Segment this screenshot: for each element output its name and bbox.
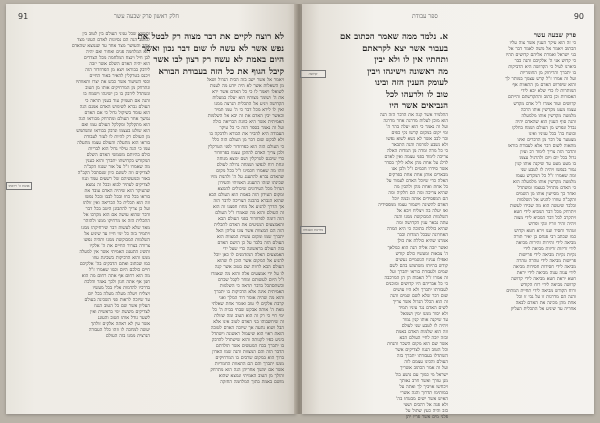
right-page [302, 4, 594, 420]
text-line: לידי ענוה ענוה מביאה לידי יראת [516, 270, 576, 276]
text-line: ויכחשו אויביך לך ואתה על [399, 384, 448, 390]
right-running-head: ספר עבודת [412, 13, 438, 20]
text-line: חיים כולכם היום וכמו שאמרו ז"ל [89, 267, 150, 273]
text-line: ובוטח בה' בכל עניניו ואינו [528, 131, 576, 137]
text-line: לידבק בבוראו ויצא מן הפרוזדור הזה [85, 68, 150, 74]
text-line: ויצליח ויעלה מעלה מעלה בכל יום [87, 292, 150, 298]
text-line: עתה נבאר ענין הקדושה ומה [396, 221, 448, 227]
text-line: ואחר כך מסייעין אותו מן השמים [516, 192, 576, 198]
text-line: צרורה בצרור החיים את ה' אלקיו [89, 243, 150, 249]
text-line: האיש אשר ישים מבטחו בה' [396, 396, 448, 402]
text-line: והאמצעים המגיעים את האדם לתכלית [214, 223, 284, 229]
text-line: ובר לבב אשר לא נשא לשוא נפשו [386, 136, 448, 142]
left-page-column-left [26, 32, 150, 404]
text-line: לצדיקים לעתיד לבוא ובכל זה נמצא [85, 183, 150, 189]
heading-line: ותחתיו אין לו ולא יבין [374, 55, 448, 65]
text-line: אך הדרך להגיע אל מחוז חפצנו זה הוא [212, 204, 284, 210]
text-line: והנה אם תעמיק עוד בענין תראה כי [84, 98, 150, 104]
text-line: ימי חיי כי רק זה הוא הטוב ומה שזולת [214, 313, 284, 319]
text-line: המותרות לו כדי שלא יבא לידי [521, 89, 576, 95]
text-line: בו יתברך בכח המעשים אשר תולדתם [215, 344, 284, 350]
text-line: וכל הטוב הגנוז לצדיקים אשר [395, 348, 448, 354]
text-line: והנה הם מדרגות זו על גבי זו וכל [516, 295, 576, 301]
text-line: האדם להשיגה וישמור עצמו ממפסידיה [378, 203, 448, 209]
text-line: מגן עזרך ואשר חרב גאותך [399, 378, 448, 384]
text-line: הבל ושוא נתעה אך שיזכה האדם לטובה [210, 325, 284, 331]
text-line: האסורות וכן כתוב והתקדשתם והייתם [508, 95, 576, 101]
right-page-heading-text [318, 32, 448, 113]
text-line: האלה כדי שיוכל האדם לעמוד על [386, 179, 448, 185]
text-line: ובלבד שיעשה הוא מה שבידו לעשות [509, 204, 576, 210]
text-line: ועל זה נאמר כי הוא יעלה בהר ה' [386, 124, 448, 130]
text-line: ישראל מי כמוך עם נושע בה' [394, 372, 448, 378]
text-line: כדי שיכנס לטרקלין ושם ימצא מנוחה [216, 156, 284, 162]
text-line: ודבר שהוא עושה אם הוא מקרבו אל [83, 213, 150, 219]
text-line: העולם הבא לרוות שם בטוב אשר קנה [214, 265, 284, 271]
text-line: ומקום העידון הזה באמת הוא העולם הבא [208, 192, 284, 198]
text-line: העולם והכינו עצמם לזה [404, 360, 448, 366]
text-line: בזה העולם בראשונה כדי שעל ידי [223, 247, 284, 253]
text-line: לשער גודל אותו הטוב והעונג [97, 316, 150, 322]
text-line: הוא מוכן לעלות מדרגה אחר מדרגה [383, 118, 448, 124]
text-line: ובזה יזכה לחיי העולם הבא [399, 336, 448, 342]
text-line: הם המפסידים אותה ובמה יוכל [392, 197, 448, 203]
heading-line: נפש אשר לא עשה לו שום דבר נכון ואשר [141, 43, 284, 54]
heading-line: בעבור אשר יצא לקראתם [362, 43, 448, 54]
text-line: ולא לבקש שום דבר מן העולם הזה כלל [212, 138, 284, 144]
text-line: לשים האדם נגד עיניו תמיד [398, 306, 448, 311]
text-line: ביגיע כפיו לקנותה והוא שישתדל להדבק [211, 338, 284, 344]
text-line: עד שיזכה לראות פני השכינה בעולם [84, 298, 150, 304]
text-line: לצדיקים מששת ימי בראשית ואין [90, 310, 150, 316]
heading-line: לא רוצה לקיים את דבר מצוה רק לבטל את [137, 32, 284, 42]
text-line: לבן חיל וינצח המלחמה מכל הצדדים [83, 56, 150, 62]
text-line: מה שאמרו ז"ל על אור שגנזו הקב"ה [84, 165, 150, 171]
text-line: הוא מתקלקל ומקלקל העולם עמו ואם [81, 122, 150, 128]
text-line: אחריה עד שיגיע אל התכלית העליון [510, 307, 576, 313]
text-line: ויאמר אל אשר ישב בזה הבית הגדול ושאל [206, 78, 284, 83]
text-line: שכינתו שזהו התענוג האמיתי והעידון [218, 180, 284, 186]
text-line: ואז יעלה בה ויצליח ויבא אל [396, 209, 448, 215]
text-line: הקדושה ויגיע אל התכלית הנרצה ממנו [214, 102, 284, 108]
heading-line: א. נלמד ממה שאמר הכתוב אם [340, 32, 448, 42]
text-line: לעבודתו יתברך ולא היו עושים [393, 287, 448, 293]
text-line: זה הוא הכלל הגדול אשר צריך [392, 299, 448, 305]
left-page-heading-text [137, 32, 284, 78]
text-line: הדבר הזה והם המצוות והנה שמו האדון [212, 350, 284, 356]
text-line: הוא עומד בשיקול גדול כי אם האדם [84, 110, 150, 116]
text-line: בוראו בכל כחו ובכל לבבו ובכל נפשו [84, 195, 150, 201]
text-line: נמשך אחר העולם ומתרחק מבוראו הנה [78, 116, 150, 122]
text-line: ואשר יזכה אליה הנה הוא כמלאך [387, 245, 448, 251]
right-page-column-right [454, 32, 576, 404]
text-line: עצמו מעט מקדשין אותו הרבה [520, 107, 576, 113]
text-line: ותשיג התענוג האמיתי אשר אין למעלה [79, 249, 150, 255]
text-line: ועל כן צריך להתבונן היטב בכל דבר [85, 207, 150, 213]
text-line: המקודש בקדושתו יתברך והוא כענין [85, 158, 150, 164]
text-line: הזה דומה לפרוזדור בפני העולם הבא [218, 217, 284, 223]
text-line: שהוא הנברא בהכנה הצריכה לדבר הזה [213, 198, 284, 204]
text-line: הוא שולט בעצמו ונדבק בבוראו ומשתמש [76, 128, 150, 134]
left-page-column-right [137, 32, 284, 404]
text-line: ולא יסור ממנו ימין ושמאל [400, 312, 448, 318]
text-line: פלגי מים אשר פריו יתן [406, 414, 448, 420]
text-line: לידי זריזות זריזות מביאה לידי [523, 246, 576, 252]
text-line: ולא פנה אל רהבים ושטי [403, 402, 448, 408]
text-line: אחת מהן מכינה את האדם לבאה [515, 301, 576, 307]
text-line: לדלג על אחת מהן אלא לילך בסדר [384, 160, 448, 166]
text-line: כמו שכתב רבי פנחס בן יאיר תורה [513, 234, 576, 240]
text-line: כמו שכתוב ואתם הדבקים בה' אלקיכם [79, 261, 150, 267]
text-line: ה' צבאות ומעשיו כולם קודש [395, 251, 448, 257]
text-line: ויהיה לו לטבע שני לעולם [401, 324, 448, 330]
text-line: אשר אם ימשך אחריהן הנה הוא מתרחק [210, 368, 284, 374]
text-line: כזב והיה כעץ שתול על [405, 408, 448, 414]
text-line: העולם הזה בלבד על כן הושם האדם [217, 241, 284, 247]
text-line: יתברך שמו ומקום עשית המצוות הוא [217, 235, 284, 241]
left-margin-note: אהבת ה' ויראתו [6, 182, 32, 190]
text-line: ורוח הקודש מביאה לידי תחיית המתים [506, 288, 576, 294]
text-line: כי קדוש אני ה' אלקיכם והנה כבר [514, 59, 576, 65]
text-line: מושם באמת בתוך המלחמה החזקה [220, 380, 284, 386]
heading-line: לעומק הענין הזה ובינו [374, 78, 448, 88]
text-line: בדרכיו להדמות אליו בכל מעשיו [92, 285, 150, 291]
text-line: קרבת אלקים לי טוב ואומר אחת שאלתי [211, 301, 284, 307]
text-line: ועל זה אמר הכתוב אשריך [400, 366, 448, 372]
text-line: השלמות המבוקשת ממנו ותהיה נפשו [83, 237, 150, 243]
text-line: ויהיה זהיר וזריז ונקי ופרוש [528, 222, 576, 228]
text-line: קדושים ועוד אמרו ז"ל אדם מקדש [513, 101, 576, 107]
text-line: הוא יהיה האדם השלם אשר יזכה [89, 62, 150, 68]
text-line: ונשתדל לידבק בו כן ישיגהו וישמח בו [83, 92, 150, 98]
text-line: העבודה היא להכיר את הבורא ולדבקה בו [209, 132, 284, 138]
text-line: וזהו מה שאמרו חכמינו ז"ל בכל מקום [216, 168, 284, 174]
text-line: יעשה למחכה לו וזהו כלל העבודה [88, 328, 150, 334]
text-line: מה הוא רחום אף אתה רחום מה הוא [81, 273, 150, 279]
text-line: זה שיחשבוהו בני האדם לטוב אינו אלא [213, 319, 284, 325]
text-line: ואין לו לירא מכל דבר כי ה' עמו תמיד [214, 108, 284, 114]
text-line: והוא שיפרוש האדם מן התאוות אף [512, 83, 576, 89]
text-line: ונחת רוח לנפשו ושמחה גדולה לעולם [216, 162, 284, 168]
text-line: וכפי השיעור אשר כבש את יצרו ותאוותיו [75, 80, 150, 86]
text-line: כי כל מדה ומדה מן המדות האלה [387, 148, 448, 154]
text-line: נבדל ונפרש מן העולם ושמח בחלקו [512, 125, 576, 131]
text-line: שהיא צריכה ומה הם חלקיה ומה [388, 191, 448, 197]
text-line: ועל זה אמרו ז"ל קדש עצמך במותר לך [505, 77, 576, 83]
text-line: האחרונה שבכל המדות וכבר [397, 233, 448, 239]
text-line: העליון אשר שם כל הטוב הגנוז [94, 304, 150, 310]
text-line: וטהור וחסיד וענו וירא חטא וקדוש [514, 228, 576, 234]
text-line: הנרצית ממנו בזה העולם [105, 334, 150, 340]
text-line: גמור בנפשו ויהיה לו לטבע שני [520, 168, 576, 174]
text-line: ואפילו עניניו הגשמיים נעשים [395, 257, 448, 263]
text-line: הזה הם המצוות אשר צונו עליהן האל [216, 229, 284, 235]
text-line: ולא נשבע למרמה והנה התבאר [391, 142, 448, 148]
right-margin-note-2: מדרגות העבודה [300, 226, 326, 234]
text-line: זה אמרו ז"ל האבות הן הן המרכבה [384, 275, 448, 281]
text-line: ומי יקום במקום קדשו נקי כפים [391, 130, 448, 136]
text-line: ממנו יתברך והם הם התאוות החמריות [214, 362, 284, 368]
text-line: למוטב הנה הם נסיונות לאדם העוני מצד [77, 38, 150, 44]
text-line: שום דבר שלא לשם שמים והנה [390, 293, 448, 299]
text-line: האמיתית אינה אלא הדביקות בו יתברך [213, 289, 284, 295]
text-line: ז"ל היום לעשותם ומחר לקבל שכרם [217, 277, 284, 283]
text-line: הוא המלחמה פנים ואחור ואם יהיה [85, 50, 150, 56]
text-line: מאד שלא לעשות דבר שירחיקהו ממנו [81, 225, 150, 231]
text-line: במותימו תדרוך והנה אשרי [400, 390, 448, 396]
section-heading: פרק שבעה עשר [533, 31, 576, 39]
text-line: מלמטה מקדשין אותו מלמעלה [521, 113, 576, 119]
book-spread [6, 4, 594, 418]
text-line: גדול בכל יום ויום ולהרגיל עצמו [519, 155, 576, 161]
text-line: אשר עין לא ראתה אלקים זולתך [90, 322, 150, 328]
text-line: מביאה לידי חסידות חסידות מביאה [513, 264, 576, 270]
text-line: כל אחת ואחת מהן ולהבין מה [394, 185, 448, 191]
text-line: וזה הוא תכלית כל הבריאה ואין זולתו [82, 201, 150, 207]
text-line: ויתרחק מכל דבר המביא לידי חטא [513, 210, 576, 216]
right-page-column-left [318, 32, 448, 420]
text-line: עמו כי הנה עילוי גדול הוא לבריות [88, 146, 150, 152]
text-line: בו מעט מעט עד שיקנה אותו קנין [515, 161, 576, 167]
right-margin-note: קדושה [300, 70, 326, 78]
text-line: האמצעים האלה המזדמנים לו כאן יוכל [213, 253, 284, 259]
text-line: הכתוב ויאמר אל משה לאמר דבר אל [508, 47, 576, 53]
text-line: כולם בהיותם משמשי האדם השלם [86, 152, 150, 158]
heading-line: היום באמת לא עשה רק רצון לבו אשר [153, 55, 284, 65]
text-line: השתדלו בעבודתו יתברך בזה [396, 354, 448, 360]
text-line: בו יתברך והריחוק מן החומריות [520, 71, 576, 77]
text-line: ויתקרב לכל דבר המביא לידי מצוה [514, 216, 576, 222]
text-line: והוא מה שהיה אומר דוד המלך ואני [219, 295, 284, 301]
text-line: התכלית הזה או מרחיקו ממנו ולהזהר [83, 219, 150, 225]
heading-line: מה ראשונה וישיגהו ויבין [367, 66, 448, 77]
text-line: ברוך הוא במקום שרבים בו המרחיקים [215, 356, 284, 362]
text-line: ויתמיד בזה כל ימי חייו עד שיגיע אל [84, 231, 150, 237]
text-line: כי העולם הזה הוא כפרוזדור לפני הטרקלין [207, 144, 284, 150]
text-line: בוראו הוא מתעלה והעולם עצמו מתעלה [77, 140, 150, 146]
text-line: התלמיד אשר קנה את הדבר הזה הנה [380, 112, 448, 118]
text-line: מלמטה מקדשין אותו מלמעלה הוא [513, 180, 576, 186]
text-line: אשר סידרו חכמים ז"ל ולכן אנו [391, 166, 448, 172]
text-line: בני ישראל ואמרת אליהם קדושים תהיו [505, 53, 576, 59]
text-line: וכאשר יבין האדם את זה יבא אל השלמות [207, 114, 284, 120]
text-line: ותמצא שכל עניני העולם בין לטוב בין [82, 32, 150, 37]
text-line: קדושה מביאה לידי רוח הקודש [520, 282, 576, 288]
right-page-number: 90 [573, 12, 584, 21]
text-line: והדבר הזה צריך לימוד רב ועיון [520, 149, 576, 155]
text-line: באור ובמעשיהם של רשעים עמד וגנזו [81, 177, 150, 183]
text-line: כי האדם מתחיל בעצמו ומשתדל [517, 186, 576, 192]
text-line: שהאדם נברא להתענג על ה' ולהנות מזיו [210, 174, 284, 180]
text-line: הגדול מכל העידונים שיכולים להמצא [217, 186, 284, 192]
text-line: והקב"ה עוזרו להגיע אל השלמות [517, 198, 576, 204]
text-line: מן העולם רק להיות לו לעזר לעבודת [84, 134, 150, 140]
text-line: כי כל אבריהם היו קדושים ומוכנים [385, 281, 448, 287]
text-line: אשר שם הוא מקום השכר והנחת [387, 342, 448, 348]
text-line: עד שיקנה אותו קנין גמור [402, 318, 448, 324]
heading-line: הנביאים אשר היו [389, 101, 448, 111]
text-line: מצטער על דבר מן הדברים ואינו [517, 137, 576, 143]
left-running-head: חלק ראשון פרק שבעה עשר [114, 13, 179, 20]
heading-line: טוב לו ולרעהו לכל [386, 89, 448, 100]
text-line: שהעיקר הוא שיהיה האדם עובד את [84, 189, 150, 195]
text-line: הזאת ראוי הוא שיעמול ראשונה וישתדל [211, 331, 284, 337]
text-line: לו על ידי אמצעים אלה והוא מה שאמרו [210, 271, 284, 277]
text-line: ועל זה נאמר בספר הזה כי כל עיקר [219, 126, 284, 132]
text-line: ולכן צריך האדם להתקן עצמו בפרוזדור [214, 150, 284, 156]
left-page-number: 91 [18, 12, 29, 21]
heading-line: קיבל הגוף את כל הזה בעבודת הבורא [158, 66, 284, 77]
text-line: מן השאלות אשר לא היה יודע מה לענות [209, 84, 284, 90]
text-line: קודש בהיותו משתמש בהם לשם [389, 263, 448, 269]
text-line: חטא יראת חטא מביאה לידי קדושה [511, 276, 576, 282]
text-line: ונתרחק מן המרחיקים אותו מן הטוב [85, 86, 150, 92]
text-line: מבארים אותן אחת אחת בפרקים [388, 172, 448, 178]
text-line: לשואלו ויאמר לו כי כל האדם אשר ירא [212, 90, 284, 96]
text-line: שמים ולעבודת בוראו יתברך ועל [389, 269, 448, 275]
text-line: ויכנס בטרקלין להאיר באור החיים [89, 74, 150, 80]
text-line: ממנו והוא הדביקות בשכינת עוזו [92, 255, 150, 261]
text-line: זה העולם והוא מה שאמרו ז"ל העולם [215, 211, 284, 217]
text-line: אחד והעושר מצד אחד עד שנמצא שהאדם [71, 44, 150, 50]
text-line: ביארנו לעיל כי הקדושה היא הדביקות [508, 65, 576, 71]
text-line: השלמות המבוקשת ממנו והנה [394, 215, 448, 221]
text-line: מביאה לידי זהירות זהירות מביאה [515, 240, 576, 246]
text-line: אמרנו שהיא כוללת את כולן [397, 239, 448, 245]
text-line: והולך מן הטוב האמיתי ונמצא שהוא [218, 374, 284, 380]
text-line: נקיות נקיות מביאה לידי פרישות [518, 252, 576, 258]
text-line: צריכה לימוד בפני עצמה ואין לאדם [384, 154, 448, 160]
text-line: כי זה הוא עיקר הענין אשר צוה עליו [509, 41, 576, 47]
text-line: מאת ה' אותה אבקש שבתי בבית ה' כל [212, 307, 284, 313]
text-line: העולם נברא לשימוש האדם אמנם הנה [79, 104, 150, 110]
text-line: להגיע אל המקום אשר הוכן לו שהוא [217, 259, 284, 265]
text-line: פרישות מביאה לידי טהרה טהרה [516, 258, 576, 264]
text-line: האמיתית אשר היא כוונת הבריאה כולה [212, 120, 284, 126]
text-line: לצדיקים וזה לשונם כיון שנסתכל הקב"ה [77, 171, 150, 177]
text-line: וכשתסתכל בדבר תראה כי השלמות [219, 283, 284, 289]
text-line: את ה' ושומר מצותיו הוא יעלה במעלות [212, 96, 284, 102]
text-line: מתאוה לשום דבר אלא לעבודת בוראו [508, 143, 576, 149]
left-page [6, 4, 296, 414]
text-line: וזה הוא שלמות האדם באמת [395, 330, 448, 336]
text-line: ומה שאמרו ז"ל כל המקדש עצמו [515, 174, 576, 180]
text-line: חנון אף אתה חנון ולכך נאמר והלכת [84, 279, 150, 285]
text-line: שהיא כוללת בתוכה כי היא המדה [386, 227, 448, 233]
text-line: והנה סוף הענין הוא שהאדם יהיה [515, 119, 576, 125]
